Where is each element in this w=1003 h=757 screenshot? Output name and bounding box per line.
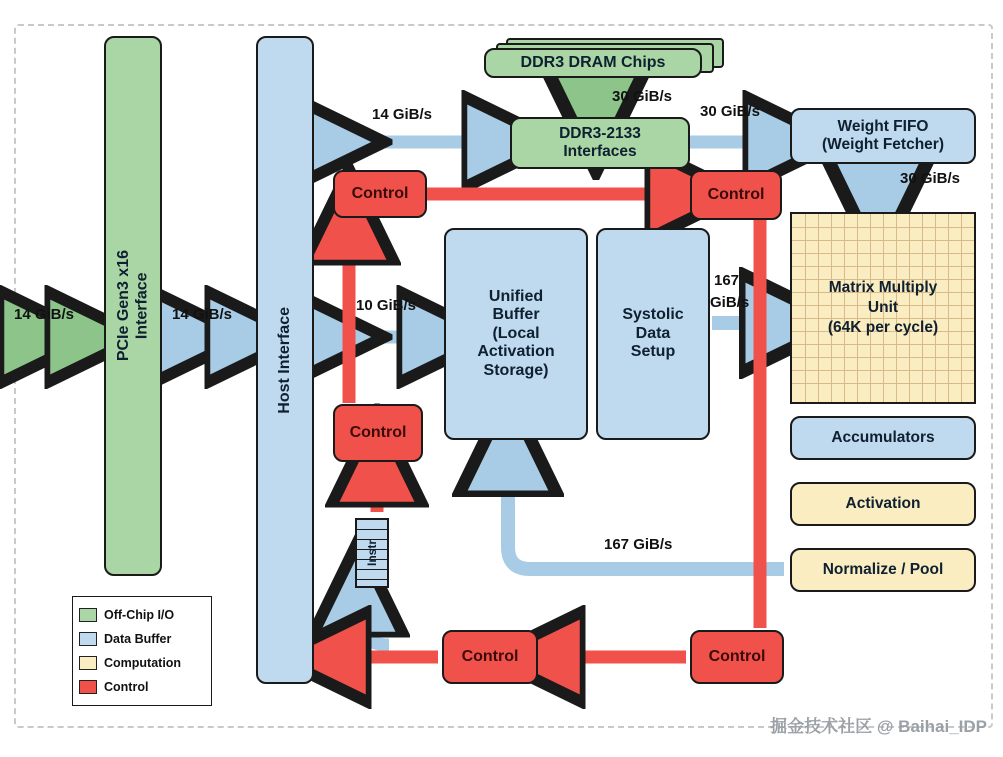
- label-bandwidth-mmu-return: 167 GiB/s: [604, 536, 673, 553]
- block-ddr3-dram-chips[interactable]: [484, 48, 702, 78]
- pcie-label-line1: PCIe Gen3 x16: [114, 250, 132, 362]
- unified-buffer-line4: Activation: [477, 343, 555, 361]
- block-systolic-data-setup[interactable]: [596, 228, 710, 440]
- control-label-bottom-right: Control: [708, 647, 766, 665]
- block-host-interface[interactable]: [256, 36, 314, 684]
- weight-fifo-line2: (Weight Fetcher): [822, 136, 944, 153]
- legend-swatch-data-buffer: [79, 632, 97, 646]
- pcie-label-line2: Interface: [133, 272, 150, 340]
- mmu-line2: Unit: [867, 298, 899, 316]
- label-bandwidth-external: 14 GiB/s: [14, 306, 75, 323]
- control-label-mid-left: Control: [349, 423, 407, 441]
- unified-buffer-line3: (Local: [492, 324, 540, 342]
- legend: [72, 596, 212, 706]
- block-unified-buffer[interactable]: [444, 228, 588, 440]
- legend-item: [79, 627, 205, 651]
- mmu-label: [790, 212, 976, 404]
- watermark: 掘金技术社区 @ Baihai_IDP: [770, 717, 987, 736]
- legend-item: [79, 651, 205, 675]
- unified-buffer-line2: Buffer: [492, 306, 540, 324]
- ddr3-iface-line2: Interfaces: [563, 143, 637, 160]
- activation-label: Activation: [845, 495, 921, 513]
- block-activation[interactable]: [790, 482, 976, 526]
- block-ddr3-interfaces[interactable]: [510, 117, 690, 169]
- systolic-line3: Setup: [630, 343, 676, 361]
- block-accumulators[interactable]: [790, 416, 976, 460]
- label-bandwidth-ub-mmu-line1: 167: [714, 272, 740, 289]
- control-block-top-right[interactable]: [690, 170, 782, 220]
- label-bandwidth-pcie-host: 14 GiB/s: [172, 306, 233, 323]
- systolic-line2: Data: [635, 324, 671, 342]
- label-bandwidth-ddrchips: 30 GiB/s: [612, 88, 673, 105]
- legend-label-off-chip-io: Off-Chip I/O: [104, 608, 175, 622]
- label-bandwidth-ddr-fifo: 30 GiB/s: [700, 103, 761, 120]
- legend-swatch-computation: [79, 656, 97, 670]
- control-label-top-right: Control: [707, 185, 765, 203]
- ddr3-chips-label: DDR3 DRAM Chips: [520, 53, 666, 71]
- legend-item: [79, 603, 205, 627]
- normalize-pool-label: Normalize / Pool: [822, 561, 944, 579]
- label-bandwidth-ub-mmu-line2: GiB/s: [710, 294, 750, 311]
- legend-swatch-control: [79, 680, 97, 694]
- host-interface-label: Host Interface: [275, 306, 293, 414]
- block-normalize-pool[interactable]: [790, 548, 976, 592]
- instruction-buffer-label: Instr: [365, 539, 379, 566]
- legend-label-data-buffer: Data Buffer: [104, 632, 172, 646]
- label-bandwidth-fifo-mmu: 30 GiB/s: [900, 170, 961, 187]
- unified-buffer-line1: Unified: [488, 288, 544, 306]
- accumulators-label: Accumulators: [831, 429, 935, 447]
- control-label-bottom-mid: Control: [461, 647, 519, 665]
- ddr3-iface-line1: DDR3-2133: [559, 125, 641, 143]
- unified-buffer-line5: Storage): [483, 361, 549, 379]
- mmu-line1: Matrix Multiply: [828, 278, 938, 296]
- legend-label-computation: Computation: [104, 656, 182, 670]
- block-weight-fifo[interactable]: [790, 108, 976, 164]
- mmu-line3: (64K per cycle): [827, 319, 939, 337]
- control-block-mid-left[interactable]: [333, 404, 423, 462]
- legend-swatch-off-chip-io: [79, 608, 97, 622]
- label-bandwidth-host-ub: 10 GiB/s: [356, 297, 417, 314]
- legend-item: [79, 675, 205, 699]
- control-label-top-left: Control: [351, 184, 409, 202]
- control-block-bottom-right[interactable]: [690, 630, 784, 684]
- block-pcie-interface[interactable]: [104, 36, 162, 576]
- weight-fifo-line1: Weight FIFO: [837, 118, 929, 136]
- control-block-top-left[interactable]: [333, 170, 427, 218]
- legend-label-control: Control: [104, 680, 149, 694]
- systolic-line1: Systolic: [622, 306, 684, 324]
- control-block-bottom-mid[interactable]: [442, 630, 538, 684]
- label-bandwidth-host-ddr: 14 GiB/s: [372, 106, 433, 123]
